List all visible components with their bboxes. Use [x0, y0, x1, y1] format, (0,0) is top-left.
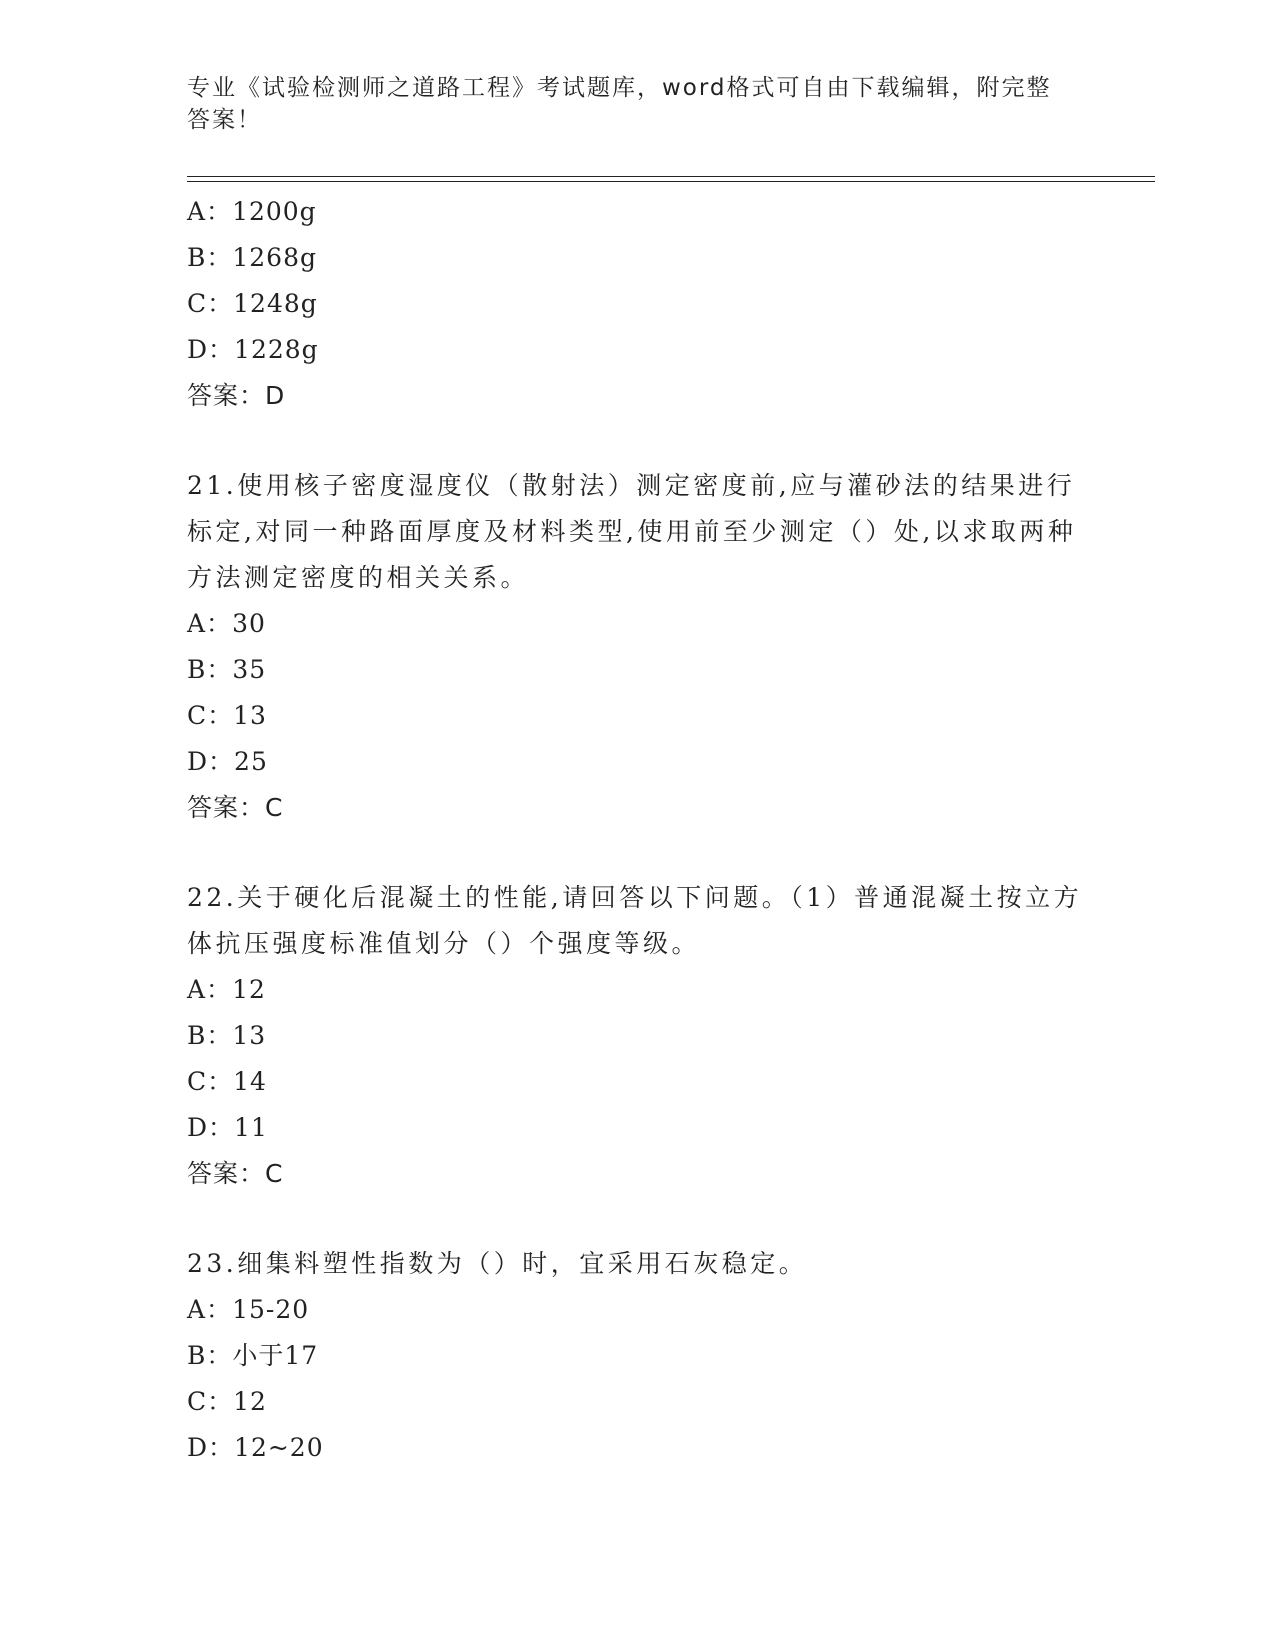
option-c: C：13	[187, 701, 267, 730]
header-rule-bottom	[187, 181, 1155, 182]
question-20-continued	[187, 189, 1087, 419]
question-22	[187, 875, 1087, 1197]
question-23	[187, 1241, 1087, 1471]
option-b: B：1268g	[187, 243, 318, 272]
option-b: B：35	[187, 655, 267, 684]
option-a: A：12	[187, 975, 266, 1004]
question-21	[187, 463, 1087, 831]
option-d: D：25	[187, 747, 268, 776]
answer: 答案：D	[187, 381, 286, 410]
question-text: 22.关于硬化后混凝土的性能,请回答以下问题。（1）普通混凝土按立方体抗压强度标准值划分（）个强度等级。	[187, 883, 1083, 958]
option-c: C：14	[187, 1067, 267, 1096]
document-header: 专业《试验检测师之道路工程》考试题库，word格式可自由下载编辑，附完整答案！	[187, 75, 1052, 133]
question-text: 23.细集料塑性指数为（）时，宜采用石灰稳定。	[187, 1249, 808, 1278]
option-d: D：1228g	[187, 335, 319, 364]
question-content	[187, 189, 1087, 1471]
question-text: 21.使用核子密度湿度仪（散射法）测定密度前,应与灌砂法的结果进行标定,对同一种路面厚度及材料类型,使用前至少测定（）处,以求取两种方法测定密度的相关关系。	[187, 471, 1077, 592]
answer: 答案：C	[187, 1159, 284, 1188]
option-d: D：11	[187, 1113, 268, 1142]
option-a: A：15-20	[187, 1295, 310, 1324]
option-a: A：1200g	[187, 197, 317, 226]
option-d: D：12~20	[187, 1433, 324, 1462]
option-b: B：小于17	[187, 1341, 319, 1370]
option-b: B：13	[187, 1021, 267, 1050]
option-c: C：1248g	[187, 289, 318, 318]
header-rule-top	[187, 176, 1155, 177]
option-c: C：12	[187, 1387, 267, 1416]
answer: 答案：C	[187, 793, 284, 822]
option-a: A：30	[187, 609, 266, 638]
